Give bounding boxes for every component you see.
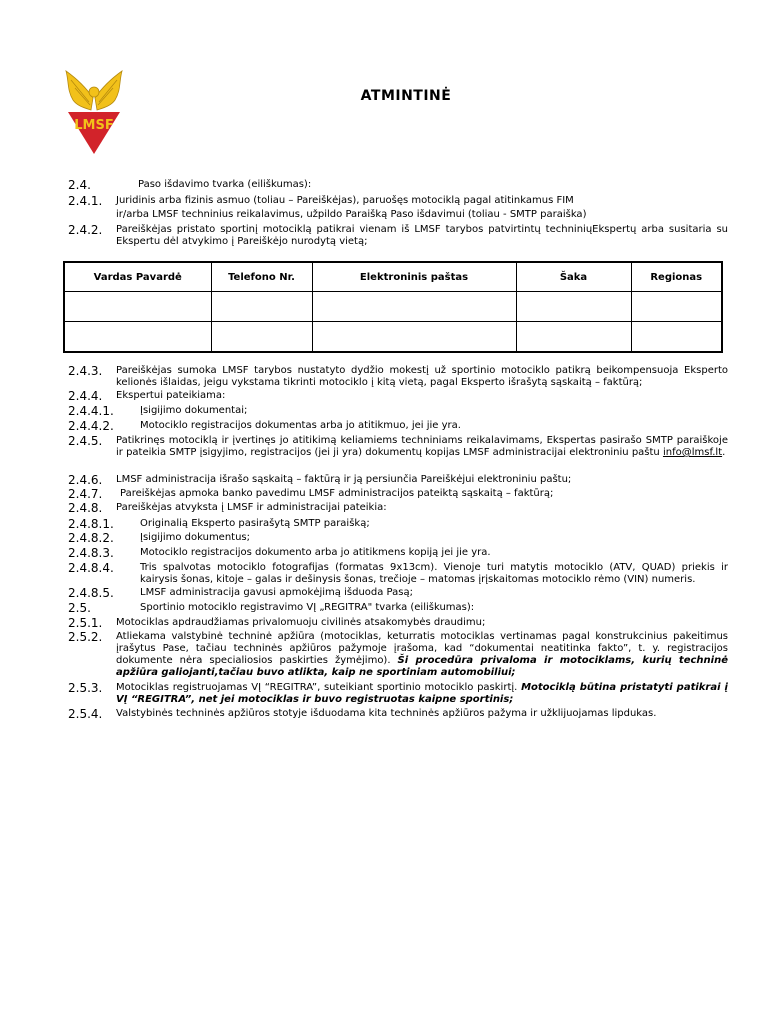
table-cell[interactable] bbox=[64, 292, 211, 322]
section-text: Pareiškėjas apmoka banko pavedimu LMSF administracijos pateiktą sąskaitą – faktūrą; bbox=[120, 488, 554, 499]
table-cell[interactable] bbox=[312, 292, 516, 322]
section-body: Patikrinęs motociklą ir įvertinęs jo atitikimą keliamiems techniniams reikalavimams, Ekspertas pasirašo SMTP paraiškoje ir pateikia SMTP įsigyjimo, registracijos (jei ji yra) dokumentų kopijas LMSF administracijai elektroniniu paštu bbox=[116, 435, 728, 458]
section-text: Originalią Eksperto pasirašytą SMTP paraišką; bbox=[140, 518, 370, 529]
page-title: ATMINTINĖ bbox=[360, 88, 452, 104]
section-text: Įsigijimo dokumentai; bbox=[140, 405, 248, 416]
section-text: Sportinio motociklo registravimo VĮ „REGITRA" tvarka (eiliškumas): bbox=[140, 602, 475, 613]
column-header: Elektroninis paštas bbox=[312, 262, 516, 292]
section-number: 2.4.4. bbox=[68, 389, 103, 403]
email-link[interactable]: info@lmsf.lt bbox=[662, 447, 723, 458]
emphasis-text: Ši procedūra privaloma ir motociklams, kurių techninė apžiūra galiojanti,tačiau buvo atlikta, kaip ne sportiniam automobiliui; bbox=[116, 655, 728, 678]
section-text: Motociklas apdraudžiamas privalomuoju civilinės atsakomybės draudimu; bbox=[116, 617, 486, 628]
section-number: 2.4.5. bbox=[68, 434, 103, 448]
column-header: Šaka bbox=[516, 262, 631, 292]
section-number: 2.4.8.1. bbox=[68, 517, 114, 531]
section-text: ir/arba LMSF techninius reikalavimus, užpildo Paraišką Paso išdavimui (toliau - SMTP paraiška) bbox=[116, 209, 587, 220]
table-header-row bbox=[64, 262, 722, 292]
section-number: 2.4.7. bbox=[68, 487, 103, 501]
section-number: 2.4.8. bbox=[68, 501, 103, 515]
section-number: 2.4.4.1. bbox=[68, 404, 114, 418]
section-text: Ekspertui pateikiama: bbox=[116, 390, 226, 401]
column-header: Telefono Nr. bbox=[211, 262, 312, 292]
logo-text: LMSF bbox=[74, 118, 114, 133]
experts-table bbox=[63, 261, 723, 353]
section-number: 2.5. bbox=[68, 601, 91, 615]
section-text: Paso išdavimo tvarka (eiliškumas): bbox=[138, 179, 312, 190]
section-number: 2.4.8.4. bbox=[68, 561, 114, 575]
section-number: 2.4.8.5. bbox=[68, 586, 114, 600]
section-text: Valstybinės techninės apžiūros stotyje išduodama kita techninės apžiūros pažyma ir užklijuojamas lipdukas. bbox=[116, 708, 657, 719]
section-number: 2.4.8.3. bbox=[68, 546, 114, 560]
lmsf-logo bbox=[63, 68, 125, 156]
table-cell[interactable] bbox=[631, 322, 722, 353]
section-text: Įsigijimo dokumentus; bbox=[140, 532, 251, 543]
section-text: Pareiškėjas atvyksta į LMSF ir administracijai pateikia: bbox=[116, 502, 387, 513]
section-number: 2.5.4. bbox=[68, 707, 103, 721]
column-header: Vardas Pavardė bbox=[64, 262, 211, 292]
section-suffix: . bbox=[722, 447, 726, 458]
table-cell[interactable] bbox=[516, 292, 631, 322]
section-text: Tris spalvotas motociklo fotografijas (formatas 9x13cm). Vienoje turi matytis motociklo (ATV, QUAD) priekis ir kairysis šonas, kitoje – galas ir dešinysis šonas, trečioje – matomas įrįskaitomas motociklo rėmo (VIN) numeris. bbox=[140, 562, 728, 585]
emphasis-text: Motociklą būtina pristatyti patikrai į VĮ “REGITRA”, net jei motociklas ir buvo registruotas kaipne sportinis; bbox=[116, 682, 728, 705]
section-text: LMSF administracija gavusi apmokėjimą išduoda Pasą; bbox=[140, 587, 413, 598]
section-number: 2.4.2. bbox=[68, 223, 103, 237]
section-text: Juridinis arba fizinis asmuo (toliau – Pareiškėjas), paruošęs motociklą pagal atitinkamus FIM bbox=[116, 195, 574, 206]
section-text bbox=[116, 631, 728, 679]
section-number: 2.4.4.2. bbox=[68, 419, 114, 433]
section-number: 2.5.1. bbox=[68, 616, 103, 630]
section-text: Motociklo registracijos dokumento arba jo atitikmens kopiją jei jie yra. bbox=[140, 547, 491, 558]
section-number: 2.5.3. bbox=[68, 681, 103, 695]
table-row bbox=[64, 292, 722, 322]
section-number: 2.4. bbox=[68, 178, 91, 192]
section-text: LMSF administracija išrašo sąskaitą – faktūrą ir ją persiunčia Pareiškėjui elektroniniu paštu; bbox=[116, 474, 572, 485]
section-body: Atliekama valstybinė techninė apžiūra (motociklas, keturratis motociklas vertinamas pagal konstrukcinius pakeitimus įrašytus Pase, tačiau techninės apžiūros pažymoje įrašoma, kad “dokumentai neatitinka fakto”, t. y. registracijos dokumente nėra specialiosios paskirties žymėjimo). bbox=[116, 631, 728, 666]
table-cell[interactable] bbox=[64, 322, 211, 353]
section-body: Motociklas registruojamas VĮ “REGITRA”, suteikiant sportinio motociklo paskirtį. bbox=[116, 682, 518, 693]
section-text bbox=[116, 682, 728, 706]
table-row bbox=[64, 322, 722, 353]
table-cell[interactable] bbox=[211, 292, 312, 322]
section-number: 2.5.2. bbox=[68, 630, 103, 644]
section-number: 2.4.3. bbox=[68, 364, 103, 378]
section-text: Pareiškėjas pristato sportinį motociklą patikrai vienam iš LMSF tarybos patvirtintų techniniųEkspertų arba susitaria su Ekspertu dėl atvykimo į Pareiškėjo nurodytą vietą; bbox=[116, 224, 728, 247]
section-text bbox=[116, 435, 728, 459]
table-cell[interactable] bbox=[312, 322, 516, 353]
column-header: Regionas bbox=[631, 262, 722, 292]
section-number: 2.4.6. bbox=[68, 473, 103, 487]
section-number: 2.4.1. bbox=[68, 194, 103, 208]
section-number: 2.4.8.2. bbox=[68, 531, 114, 545]
table-cell[interactable] bbox=[516, 322, 631, 353]
table-cell[interactable] bbox=[211, 322, 312, 353]
section-text: Pareiškėjas sumoka LMSF tarybos nustatyto dydžio mokestį už sportinio motociklo patikrą beikompensuoja Eksperto kelionės išlaidas, jeigu vykstama tikrinti motociklo į kitą vietą, pagal Eksperto išrašytą sąskaitą – faktūrą; bbox=[116, 365, 728, 388]
table-cell[interactable] bbox=[631, 292, 722, 322]
section-text: Motociklo registracijos dokumentas arba jo atitikmuo, jei jie yra. bbox=[140, 420, 461, 431]
